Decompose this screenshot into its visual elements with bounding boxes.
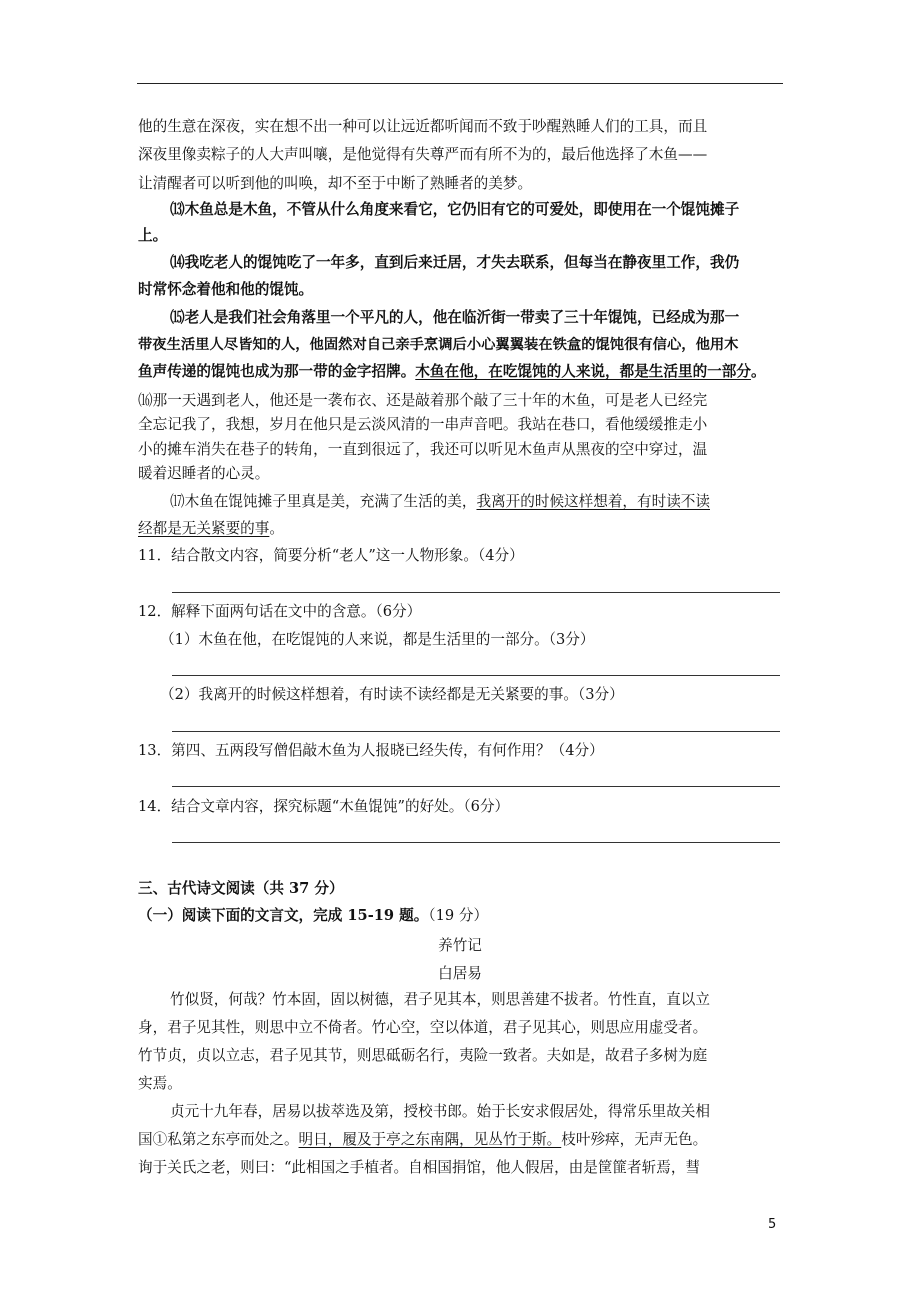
- paragraph-16-line: 全忘记我了，我想，岁月在他只是云淡风清的一串声音吧。我站在巷口，看他缓缓推走小: [138, 416, 708, 433]
- question-12-2: （2）我离开的时候这样想着，有时读不读经都是无关紧要的事。（3分）: [160, 686, 624, 703]
- essay-text: 国①私第之东亭而处之。: [138, 1131, 299, 1148]
- underlined-sentence-3: 明日，履及于亭之东南隅，见丛竹于斯。: [298, 1131, 562, 1148]
- paragraph-13-line: ⒀木鱼总是木鱼，不管从什么角度来看它，它仍旧有它的可爱处，即使用在一个馄饨摊子: [170, 201, 740, 218]
- essay-author: 白居易: [438, 965, 482, 982]
- paragraph-14-line: 时常怀念着他和他的馄饨。: [138, 281, 314, 298]
- essay-line: 竹节贞，贞以立志，君子见其节，则思砥砺名行，夷险一致者。夫如是，故君子多树为庭: [138, 1047, 708, 1064]
- answer-line-13[interactable]: [172, 786, 780, 787]
- sub-section-heading: [138, 907, 488, 925]
- essay-line: 贞元十九年春，居易以拔萃选及第，授校书郎。始于长安求假居处，得常乐里故关相: [170, 1103, 710, 1120]
- question-12: 12．解释下面两句话在文中的含意。（6分）: [138, 603, 422, 620]
- essay-line: 实焉。: [138, 1075, 182, 1092]
- answer-line-14[interactable]: [172, 842, 780, 843]
- essay-line: 身，君子见其性，则思中立不倚者。竹心空，空以体道，君子见其心，则思应用虚受者。: [138, 1019, 708, 1036]
- question-12-1: （1）木鱼在他，在吃馄饨的人来说，都是生活里的一部分。（3分）: [160, 631, 595, 648]
- answer-line-12-2[interactable]: [172, 731, 780, 732]
- passage-line: 让清醒者可以听到他的叫唤，却不至于中断了熟睡者的美梦。: [138, 175, 533, 192]
- essay-line: [138, 1131, 707, 1149]
- period: 。: [750, 363, 766, 380]
- essay-line: 询于关氏之老，则曰：“此相国之手植者。自相国捐馆，他人假居，由是筐篚者斩焉，彗: [138, 1159, 701, 1176]
- underlined-sentence-1: 木鱼在他，在吃馄饨的人来说，都是生活里的一部分: [415, 363, 751, 380]
- paragraph-13-line: 上。: [138, 227, 168, 244]
- sub-heading-points: （19 分）: [428, 907, 489, 924]
- passage-line: 他的生意在深夜，实在想不出一种可以让远近都听闻而不致于吵醒熟睡人们的工具，而且: [138, 118, 708, 135]
- answer-line-12-1[interactable]: [172, 675, 780, 676]
- paragraph-15-line: [138, 363, 766, 381]
- paragraph-15-line: 带夜生活里人尽皆知的人，他固然对自己亲手烹调后小心翼翼装在铁盒的馄饨很有信心，他用木: [138, 337, 739, 353]
- essay-title: 养竹记: [438, 937, 482, 954]
- sub-heading-text: （一）阅读下面的文言文，完成 15-19 题。: [138, 907, 429, 924]
- section-heading: 三、古代诗文阅读（共 37 分）: [138, 880, 344, 897]
- question-11: 11．结合散文内容，简要分析“老人”这一人物形象。（4分）: [138, 547, 524, 564]
- paragraph-16-line: 小的摊车消失在巷子的转角，一直到很远了，我还可以听见木鱼声从黑夜的空中穿过，温: [138, 441, 708, 458]
- paragraph-16-line: 暖着迟睡者的心灵。: [138, 465, 270, 482]
- underlined-sentence-2-cont: 经都是无关紧要的事: [138, 520, 270, 537]
- paragraph-17-line: [170, 493, 710, 511]
- paragraph-17-text: ⒄木鱼在馄饨摊子里真是美，充满了生活的美，: [170, 493, 477, 510]
- underlined-sentence-2: 我离开的时候这样想着，有时读不读: [476, 493, 710, 510]
- paragraph-15-line: ⒂老人是我们社会角落里一个平凡的人，他在临沂街一带卖了三十年馄饨，已经成为那一: [170, 309, 740, 326]
- essay-text: 枝叶殄瘁，无声无色。: [561, 1131, 708, 1148]
- paragraph-14-line: ⒁我吃老人的馄饨吃了一年多，直到后来迁居，才失去联系，但每当在静夜里工作，我仍: [170, 254, 740, 271]
- period: 。: [269, 520, 284, 537]
- header-rule: [137, 83, 783, 84]
- paragraph-16-line: ⒃那一天遇到老人，他还是一袭布衣、还是敲着那个敲了三十年的木鱼，可是老人已经完: [138, 392, 708, 409]
- essay-line: 竹似贤，何哉？竹本固，固以树德，君子见其本，则思善建不拔者。竹性直，直以立: [170, 991, 710, 1008]
- question-13: 13．第四、五两段写僧侣敲木鱼为人报晓已经失传，有何作用？（4分）: [138, 742, 604, 759]
- passage-line: 深夜里像卖粽子的人大声叫嚷，是他觉得有失尊严而有所不为的，最后他选择了木鱼——: [138, 146, 708, 163]
- paragraph-15-text: 鱼声传递的馄饨也成为那一带的金字招牌。: [138, 363, 416, 380]
- page-number: 5: [768, 1217, 777, 1232]
- paragraph-17-line: [138, 520, 284, 538]
- question-14: 14．结合文章内容，探究标题“木鱼馄饨”的好处。（6分）: [138, 798, 510, 815]
- answer-line-11[interactable]: [172, 592, 780, 593]
